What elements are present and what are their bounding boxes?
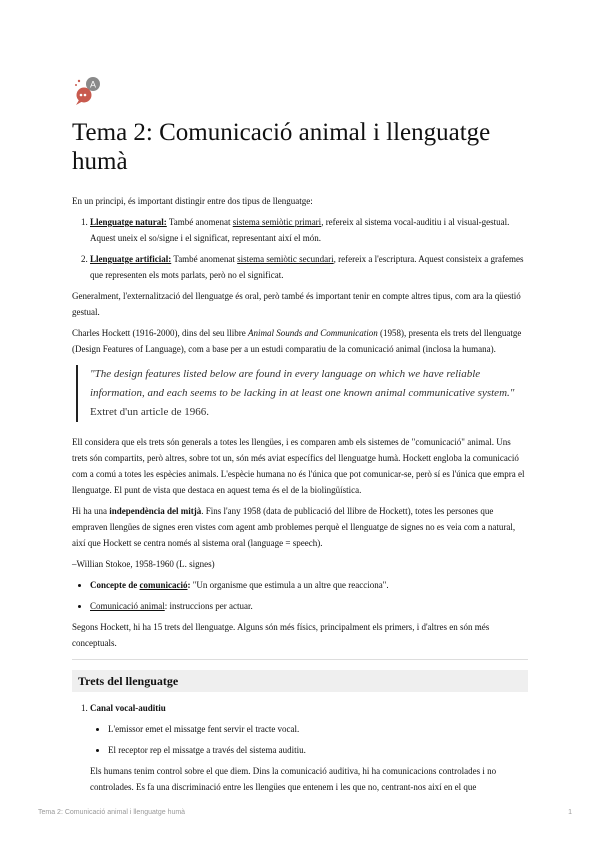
citation: –Willian Stokoe, 1958-1960 (L. signes) (72, 559, 215, 569)
feature-title: Canal vocal-auditiu (90, 703, 166, 713)
page-title: Tema 2: Comunicació animal i llenguatge humà (72, 119, 491, 175)
footer-title: Tema 2: Comunicació animal i llenguatge humà (38, 809, 186, 816)
term-link[interactable]: comunicació (139, 580, 188, 590)
list-item (90, 700, 528, 795)
document-body (72, 193, 528, 800)
paragraph: Ell considera que els trets són generals a totes les llengües, i es comparen amb els sistemes de "comunicació" animal. Uns trets són compartits, però altres, sobre tot un, són més aviat específics del llenguatge humà. Hockett engloba la comunicació com a comú a totes les espècies animals. L'espècie humana no és l'única que pot comunicar-se, però sí es l'única que empra el llenguatge. El punt de vista que destaca en aquest tema és el de la biolingüística. (72, 437, 525, 495)
term-label: Llenguatge artificial: (90, 254, 172, 264)
term-label: Llenguatge natural: (90, 217, 167, 227)
divider (72, 659, 528, 660)
quote-source: Extret d'un article de 1966. (90, 406, 209, 418)
bold-term: independència del mitjà (109, 506, 202, 516)
features-list (72, 700, 528, 795)
feature-sublist (90, 721, 528, 758)
list-item: 2. Llenguatge artificial: També anomenat sistema semiòtic secundari, refereix a l'escriptura. Aquest consisteix a grafemes que representen els mots parlats, però no el significat. (90, 251, 528, 283)
paragraph: Els humans tenim control sobre el que diem. Dins la comunicació auditiva, hi ha comunicacions controlades i no controlades. Es fa una discriminació entre les llengües que entenem i les que no, centrant-nos així en el que (90, 766, 497, 792)
language-types-list (72, 214, 528, 283)
quote-block (76, 365, 528, 422)
list-item: • L'emissor emet el missatge fent servir el tracte vocal. (108, 721, 528, 737)
svg-text:A: A (89, 79, 97, 90)
intro-paragraph: En un principi, és important distingir entre dos tipus de llenguatge: (72, 196, 313, 206)
book-title: Animal Sounds and Communication (247, 328, 378, 338)
section-heading: Trets del llenguatge (72, 670, 528, 692)
paragraph: Segons Hockett, hi ha 15 trets del llenguatge. Alguns són més físics, principalment els primers, i d'altres en són més conceptuals. (72, 622, 490, 648)
list-item: • Concepte de comunicació: "Un organisme que estimula a un altre que reacciona". (90, 577, 528, 593)
page-footer (38, 809, 572, 816)
list-item: 1. Llenguatge natural: També anomenat sistema semiòtic primari, refereix al sistema vocal-auditiu i al visual-gestual. Aquest uneix el so/signe i el significat, representant així el món. (90, 214, 528, 246)
hockett-paragraph: Charles Hockett (1916-2000), dins del seu llibre Animal Sounds and Communication (1958), presenta els trets del llenguatge (Design Features of Language), com a base per a un estudi comparatiu de la comunicació animal (inclosa la humana). (72, 328, 522, 354)
medi-paragraph: Hi ha una independència del mitjà. Fins l'any 1958 (data de publicació del llibre de Hockett), totes les persones que empraven llengües de signes eren vistes com agent amb problemes perquè el llenguatge de signes no es veia com a natural, així que Hockett se centra només al sistema oral (language = speech). (72, 506, 516, 548)
list-item: • El receptor rep el missatge a través del sistema auditiu. (108, 742, 528, 758)
list-item: • Comunicació animal: instruccions per actuar. (90, 598, 528, 614)
chat-bubbles-icon (72, 74, 104, 106)
term-link[interactable]: Comunicació animal (90, 601, 165, 611)
quote-text: "The design features listed below are found in every language on which we have reliable information, and each seems to be lacking in at least one known animal communicative system." (90, 368, 515, 399)
term-link[interactable]: sistema semiòtic secundari (237, 254, 334, 264)
page-number: 1 (568, 809, 572, 816)
concepts-list (72, 577, 528, 614)
term-link[interactable]: sistema semiòtic primari (232, 217, 322, 227)
paragraph: Generalment, l'externalització del llenguatge és oral, però també és important tenir en compte altres tipus, com ara la qüestió gestual. (72, 291, 521, 317)
